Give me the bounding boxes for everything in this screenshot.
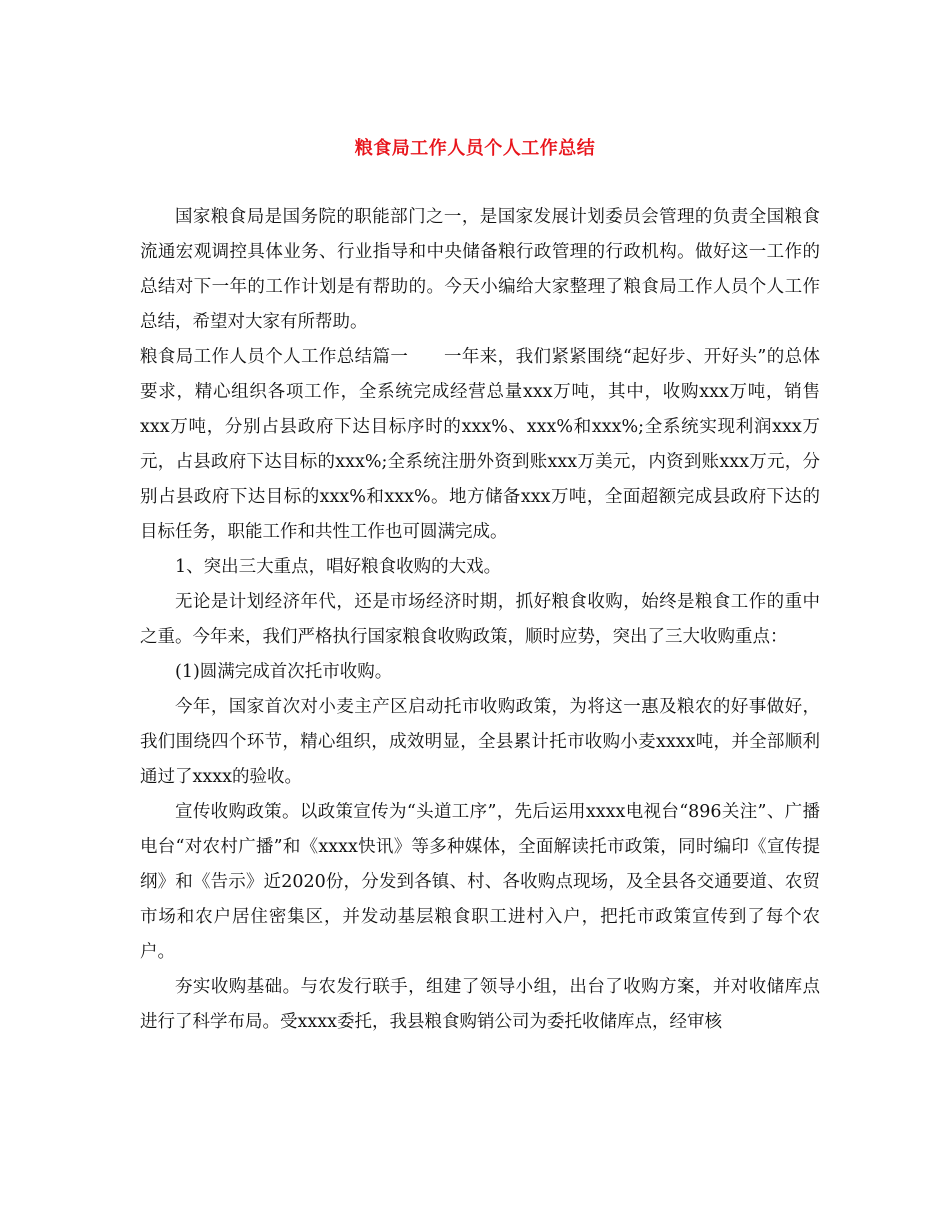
document-body	[140, 200, 820, 1040]
paragraph-purchase-importance: 无论是计划经济年代，还是市场经济时期，抓好粮食收购，始终是粮食工作的重中之重。今年来，我们严格执行国家粮食收购政策，顺时应势，突出了三大收购重点：	[140, 592, 820, 647]
paragraph-policy-promotion: 宣传收购政策。以政策宣传为“头道工序”，先后运用xxxx电视台“896关注”、广播电台“对农村广播”和《xxxx快讯》等多种媒体，全面解读托市政策，同时编印《宣传提纲》和《告示》近2020份，分发到各镇、村、各收购点现场，及全县各交通要道、农贸市场和农户居住密集区，并发动基层粮食职工进村入户，把托市政策宣传到了每个农户。	[140, 802, 820, 962]
document-title: 粮食局工作人员个人工作总结	[354, 138, 596, 159]
paragraph-purchase-foundation: 夯实收购基础。与农发行联手，组建了领导小组，出台了收购方案，并对收储库点进行了科学布局。受xxxx委托，我县粮食购销公司为委托收储库点，经审核	[140, 977, 820, 1032]
paragraph-subheading: (1)圆满完成首次托市收购。	[175, 662, 393, 682]
paragraph-intro: 国家粮食局是国务院的职能部门之一，是国家发展计划委员会管理的负责全国粮食流通宏观调控具体业务、行业指导和中央储备粮行政管理的行政机构。做好这一工作的总结对下一年的工作计划是有帮助的。今天小编给大家整理了粮食局工作人员个人工作总结，希望对大家有所帮助。	[140, 207, 820, 332]
paragraph-support-purchase: 今年，国家首次对小麦主产区启动托市收购政策，为将这一惠及粮农的好事做好，我们围绕四个环节，精心组织，成效明显，全县累计托市收购小麦xxxx吨，并全部顺利通过了xxxx的验收。	[140, 697, 820, 787]
paragraph-section-heading: 1、突出三大重点，唱好粮食收购的大戏。	[175, 557, 502, 577]
paragraph-chapter-one: 粮食局工作人员个人工作总结篇一 一年来，我们紧紧围绕“起好步、开好头”的总体要求，精心组织各项工作，全系统完成经营总量xxx万吨，其中，收购xxx万吨，销售xxx万吨，分别占县政府下达目标序时的xxx%、xxx%和xxx%;全系统实现利润xxx万元，占县政府下达目标的xxx%;全系统注册外资到账xxx万美元，内资到账xxx万元，分别占县政府下达目标的xxx%和xxx%。地方储备xxx万吨，全面超额完成县政府下达的目标任务，职能工作和共性工作也可圆满完成。	[140, 347, 820, 542]
